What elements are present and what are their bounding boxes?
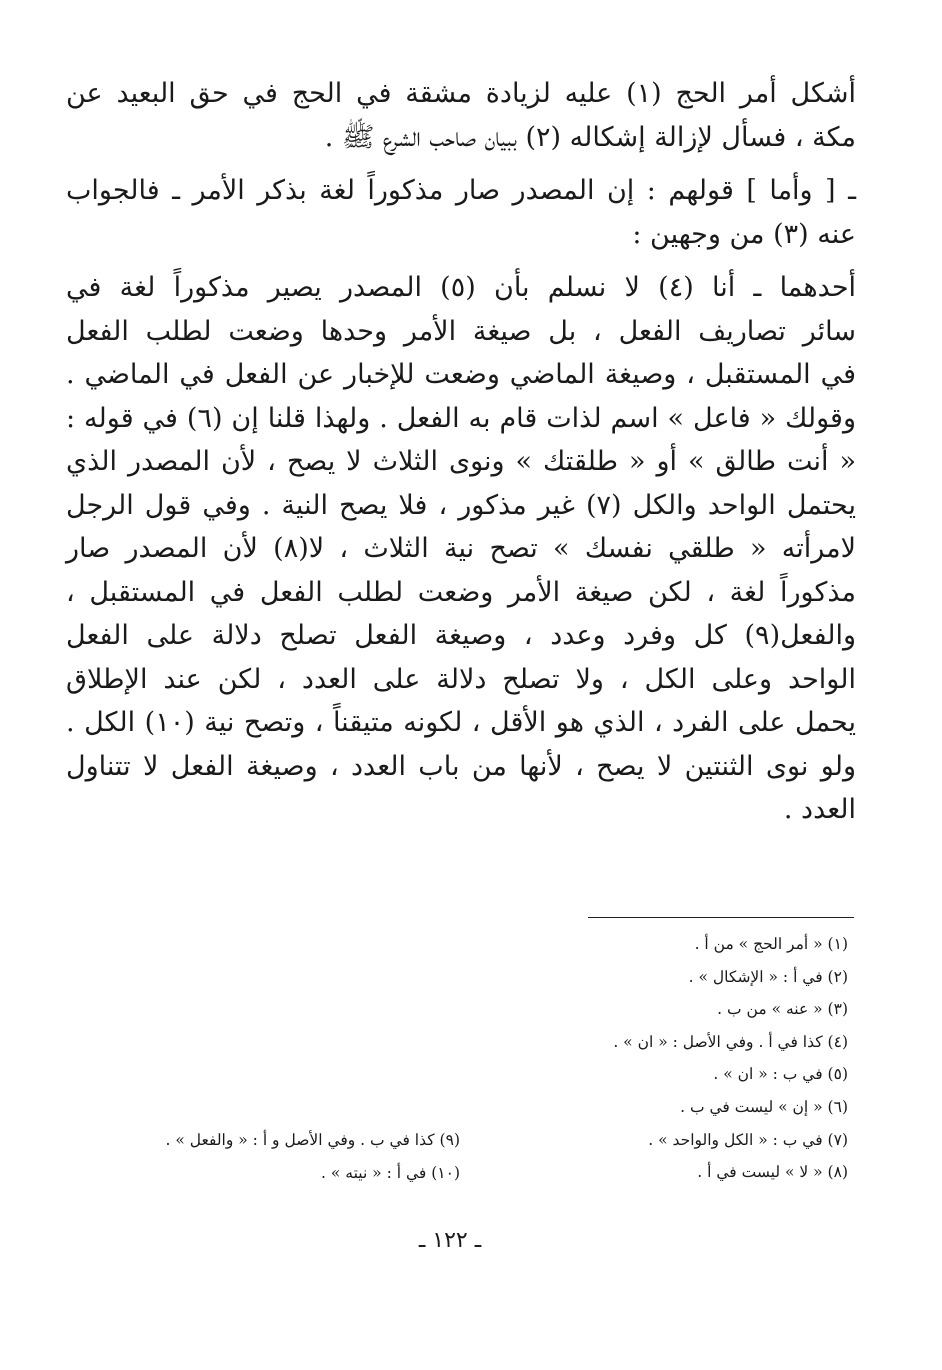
text-line: الواحد وعلى الكل ، ولا تصلح دلالة على العدد ، لكن عند الإطلاق	[66, 663, 856, 695]
text-line: في المستقبل ، وصيغة الماضي وضعت للإخبار عن الفعل في الماضي .	[66, 359, 856, 390]
footnotes-left-column	[100, 1124, 460, 1189]
text-line: مذكوراً لغة ، لكن صيغة الأمر وضعت لطلب الفعل في المستقبل ،	[66, 576, 856, 608]
main-text	[66, 72, 856, 832]
text-line: سائر تصاريف الفعل ، بل صيغة الأمر وحدها وضعت لطلب الفعل	[66, 315, 856, 347]
text-line: أحدهما ـ أنا (٤) لا نسلم بأن (٥) المصدر يصير مذكوراً لغة في	[66, 272, 857, 303]
footnote: (٩) كذا في ب . وفي الأصل و أ : « والفعل » .	[165, 1131, 460, 1149]
footnote-separator	[588, 917, 854, 918]
footnote: (٣) « عنه » من ب .	[717, 1000, 848, 1019]
text-line: يحمل على الفرد ، الذي هو الأقل ، لكونه متيقناً ، وتصح نية (١٠) الكل .	[66, 707, 856, 738]
footnote: (٧) في ب : « الكل والواحد » .	[648, 1130, 848, 1149]
text-line: « أنت طالق » أو « طلقتك » ونوى الثلاث لا يصح ، لأن المصدر الذي	[66, 446, 856, 477]
text-line: يحتمل الواحد والكل (٧) غير مذكور ، فلا يصح النية . وفي قول الرجل	[66, 489, 856, 521]
text-line: والفعل(٩) كل وفرد وعدد ، وصيغة الفعل تصلح دلالة على الفعل	[66, 620, 856, 651]
page-number: ـ ١٢٢ ـ	[418, 1228, 482, 1253]
footnotes-right-column	[528, 928, 848, 1189]
footnote: (١٠) في أ : « نيته » .	[321, 1163, 460, 1182]
footnote: (٤) كذا في أ . وفي الأصل : « ان » .	[613, 1032, 848, 1051]
footnote: (٦) « إن » ليست في ب .	[680, 1097, 848, 1116]
text-line: وقولك « فاعل » اسم لذات قام به الفعل . ولهذا قلنا إن (٦) في قوله :	[66, 402, 856, 434]
footnote: (٨) « لا » ليست في أ .	[697, 1163, 848, 1182]
text-line: عنه (٣) من وجهين :	[632, 218, 856, 250]
paragraph-1	[66, 72, 856, 159]
footnote: (٢) في أ : « الإشكال » .	[688, 967, 848, 986]
footnote: (٥) في ب : « ان » .	[713, 1065, 848, 1084]
paragraph-3	[66, 266, 856, 832]
footnote: (١) « أمر الحج » من أ .	[694, 935, 848, 953]
text-line: لامرأته « طلقي نفسك » تصح نية الثلاث ، لا(٨) لأن المصدر صار	[66, 533, 856, 564]
text-line: ولو نوى الثنتين لا يصح ، لأنها من باب العدد ، وصيغة الفعل لا تتناول	[66, 750, 856, 782]
text-line: مكة ، فسأل لإزالة إشكاله (٢) ببيان صاحب الشرع ﷺ .	[324, 121, 856, 153]
text-line: أشكل أمر الحج (١) عليه لزيادة مشقة في الحج في حق البعيد عن	[66, 78, 856, 109]
text-line: العدد .	[783, 794, 856, 825]
text-line: ـ [ وأما ] قولهم : إن المصدر صار مذكوراً لغة بذكر الأمر ـ فالجواب	[66, 175, 856, 206]
paragraph-2	[66, 169, 856, 256]
